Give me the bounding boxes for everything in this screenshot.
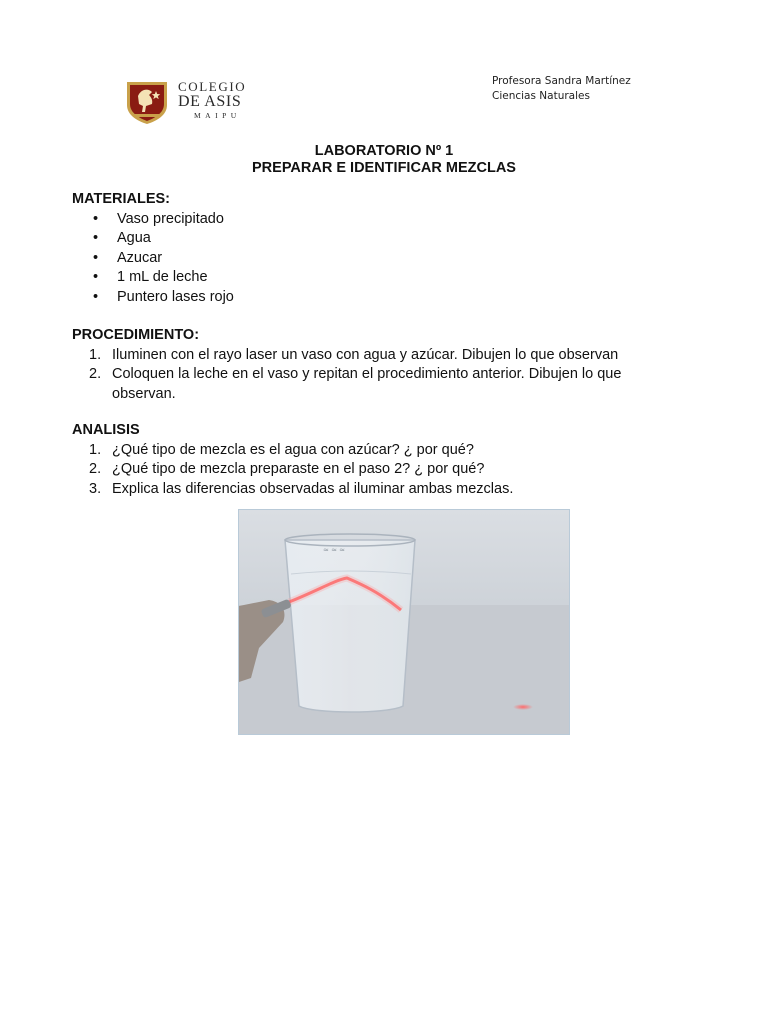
- document-body: [72, 190, 672, 516]
- materiales-heading: MATERIALES:: [72, 191, 171, 207]
- school-name-line1: COLEGIO: [178, 79, 247, 94]
- teacher-name: Profesora Sandra Martínez: [492, 75, 631, 87]
- school-logo: [124, 79, 264, 127]
- list-item-text: Explica las diferencias observadas al iluminar ambas mezclas.: [112, 480, 514, 497]
- materiales-list: [72, 210, 672, 308]
- school-crest-icon: [124, 79, 170, 125]
- list-item: • Puntero lases rojo: [72, 288, 672, 308]
- list-item-text: Iluminen con el rayo laser un vaso con agua y azúcar. Dibujen lo que observan: [112, 346, 619, 363]
- page-title: [0, 143, 768, 177]
- list-item: • 1 mL de leche: [72, 268, 672, 288]
- subject-name: Ciencias Naturales: [492, 90, 590, 102]
- procedimiento-list: [72, 346, 672, 405]
- list-item-text: ¿Qué tipo de mezcla preparaste en el paso 2? ¿ por qué?: [112, 461, 485, 477]
- teacher-info: [492, 74, 631, 104]
- school-name-line2: DE ASIS: [178, 93, 242, 110]
- list-item-text: Coloquen la leche en el vaso y repitan el procedimiento anterior. Dibujen lo que observan.: [112, 366, 622, 402]
- school-name-line3: MAIPU: [194, 111, 241, 120]
- list-item: • Agua: [72, 229, 672, 249]
- analisis-list: [72, 441, 672, 500]
- list-item: • Azucar: [72, 249, 672, 269]
- procedimiento-heading: PROCEDIMIENTO:: [72, 327, 200, 343]
- list-item: 2. Coloquen la leche en el vaso y repitan el procedimiento anterior. Dibujen lo que observan.: [89, 366, 622, 402]
- list-item: 1. Iluminen con el rayo laser un vaso con agua y azúcar. Dibujen lo que observan: [89, 346, 619, 363]
- list-item: 3. Explica las diferencias observadas al iluminar ambas mezclas.: [89, 480, 514, 497]
- list-item: • Vaso precipitado: [72, 210, 672, 230]
- title-line1: LABORATORIO Nº 1: [314, 143, 454, 159]
- experiment-photo: [238, 509, 570, 735]
- laser-glass-photo: [239, 510, 570, 735]
- list-item: 1. ¿Qué tipo de mezcla es el agua con azúcar? ¿ por qué?: [89, 441, 474, 458]
- svg-text:≈ ≈ ≈: ≈ ≈ ≈: [323, 546, 346, 554]
- list-item-text: ¿Qué tipo de mezcla es el agua con azúcar? ¿ por qué?: [112, 441, 474, 458]
- list-item: 2. ¿Qué tipo de mezcla preparaste en el paso 2? ¿ por qué?: [89, 461, 485, 477]
- school-name: [178, 80, 246, 120]
- analisis-heading: ANALISIS: [72, 422, 140, 438]
- title-line2: PREPARAR E IDENTIFICAR MEZCLAS: [252, 160, 516, 176]
